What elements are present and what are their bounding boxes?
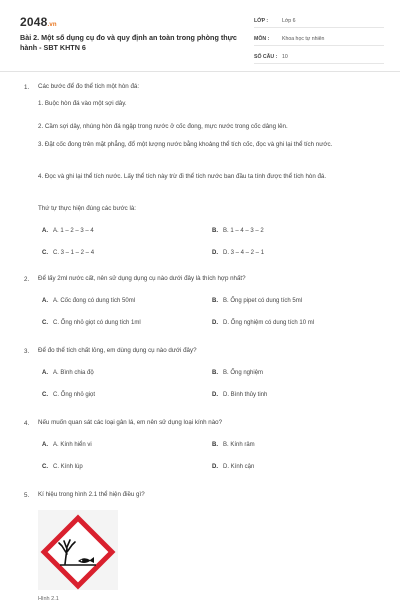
question-text: Để lấy 2ml nước cất, nên sử dụng dụng cụ nào dưới đây là thích hợp nhất? <box>38 275 246 282</box>
option-letter: D. <box>212 392 218 398</box>
option-text: D. Bình thủy tinh <box>223 392 268 398</box>
option-a[interactable] <box>42 370 94 376</box>
option-letter: A. <box>42 370 48 376</box>
option-b[interactable] <box>212 228 264 234</box>
option-text: C. 3 – 1 – 2 – 4 <box>53 250 95 256</box>
option-text: A. Cốc đong có dung tích 50ml <box>53 298 136 304</box>
option-letter: C. <box>42 250 48 256</box>
document-meta <box>254 14 384 64</box>
question-step: 3. Đặt cốc đong trên mặt phẳng, đổ một lượng nước bằng khoảng thể tích cốc, đọc và ghi lại thể tích nước. <box>38 141 333 148</box>
option-a[interactable] <box>42 298 135 304</box>
question-prompt: Thứ tự thực hiện đúng các bước là: <box>38 205 137 212</box>
logo-main: 2048 <box>20 15 48 29</box>
option-text: C. Ống nhỏ giọt có dung tích 1ml <box>53 320 141 326</box>
question-text: Để đo thể tích chất lỏng, em dùng dụng cụ nào dưới đây? <box>38 347 197 354</box>
question-text: Các bước để đo thể tích một hòn đá: <box>38 83 140 90</box>
meta-count-key: SỐ CÂU : <box>254 53 278 60</box>
logo-suffix: .vn <box>47 22 57 28</box>
option-d[interactable] <box>212 250 264 256</box>
question-text: Nếu muốn quan sát các loại gân lá, em nên sử dụng loại kính nào? <box>38 419 223 426</box>
meta-subject-key: MÔN : <box>254 35 270 42</box>
meta-class-row <box>254 14 384 28</box>
option-letter: A. <box>42 228 48 234</box>
question-number: 2. <box>24 276 30 283</box>
question-text: Kí hiệu trong hình 2.1 thể hiện điều gì? <box>38 491 145 498</box>
option-c[interactable] <box>42 392 95 398</box>
option-letter: A. <box>42 442 48 448</box>
option-letter: B. <box>212 442 218 448</box>
question-step: 2. Cầm sợi dây, nhúng hòn đá ngập trong nước ở cốc đong, mực nước trong cốc dâng lên. <box>38 123 288 130</box>
option-letter: B. <box>212 298 218 304</box>
option-c[interactable] <box>42 320 141 326</box>
option-b[interactable] <box>212 298 302 304</box>
question-number: 4. <box>24 420 30 427</box>
option-c[interactable] <box>42 464 83 470</box>
meta-subject-row <box>254 32 384 46</box>
meta-count-value: 10 <box>282 53 288 60</box>
option-text: D. 3 – 4 – 2 – 1 <box>223 250 265 256</box>
option-text: D. Ống nghiệm có dung tích 10 ml <box>223 320 315 326</box>
option-letter: A. <box>42 298 48 304</box>
option-letter: B. <box>212 370 218 376</box>
option-text: B. 1 – 4 – 3 – 2 <box>223 228 264 234</box>
option-letter: B. <box>212 228 218 234</box>
option-c[interactable] <box>42 250 94 256</box>
option-text: D. Kính cận <box>223 464 255 470</box>
option-text: A. Bình chia độ <box>53 370 94 376</box>
question-step: 1. Buộc hòn đá vào một sợi dây. <box>38 100 127 107</box>
option-letter: C. <box>42 392 48 398</box>
option-a[interactable] <box>42 228 94 234</box>
option-a[interactable] <box>42 442 92 448</box>
question-number: 5. <box>24 492 30 499</box>
question-step: 4. Đọc và ghi lại thể tích nước. Lấy thể tích này trừ đi thể tích nước ban đầu ta tính được thể tích hòn đá. <box>38 173 327 180</box>
page-header <box>0 0 400 72</box>
option-letter: C. <box>42 464 48 470</box>
question-number: 1. <box>24 84 30 91</box>
meta-class-key: LỚP : <box>254 17 269 24</box>
option-text: B. Ống pipet có dung tích 5ml <box>223 298 303 304</box>
option-b[interactable] <box>212 370 263 376</box>
question-number: 3. <box>24 348 30 355</box>
option-letter: D. <box>212 250 218 256</box>
option-text: C. Kính lúp <box>53 464 83 470</box>
option-d[interactable] <box>212 464 254 470</box>
option-letter: D. <box>212 320 218 326</box>
figure-caption: Hình 2.1 <box>38 596 59 600</box>
meta-class-value: Lớp 6 <box>282 17 296 24</box>
option-b[interactable] <box>212 442 255 448</box>
option-letter: C. <box>42 320 48 326</box>
option-letter: D. <box>212 464 218 470</box>
option-text: B. Ống nghiệm <box>223 370 264 376</box>
option-d[interactable] <box>212 320 314 326</box>
option-d[interactable] <box>212 392 267 398</box>
document-title: Bài 2. Một số dụng cụ đo và quy định an toàn trong phòng thực hành - SBT KHTN 6 <box>20 33 237 52</box>
meta-subject-value: Khoa học tự nhiên <box>282 35 325 42</box>
option-text: A. 1 – 2 – 3 – 4 <box>53 228 94 234</box>
environmental-hazard-icon <box>38 510 118 590</box>
site-logo[interactable] <box>20 15 57 29</box>
meta-count-row <box>254 50 384 64</box>
option-text: C. Ống nhỏ giọt <box>53 392 96 398</box>
option-text: A. Kính hiển vi <box>53 442 92 448</box>
option-text: B. Kính râm <box>223 442 255 448</box>
